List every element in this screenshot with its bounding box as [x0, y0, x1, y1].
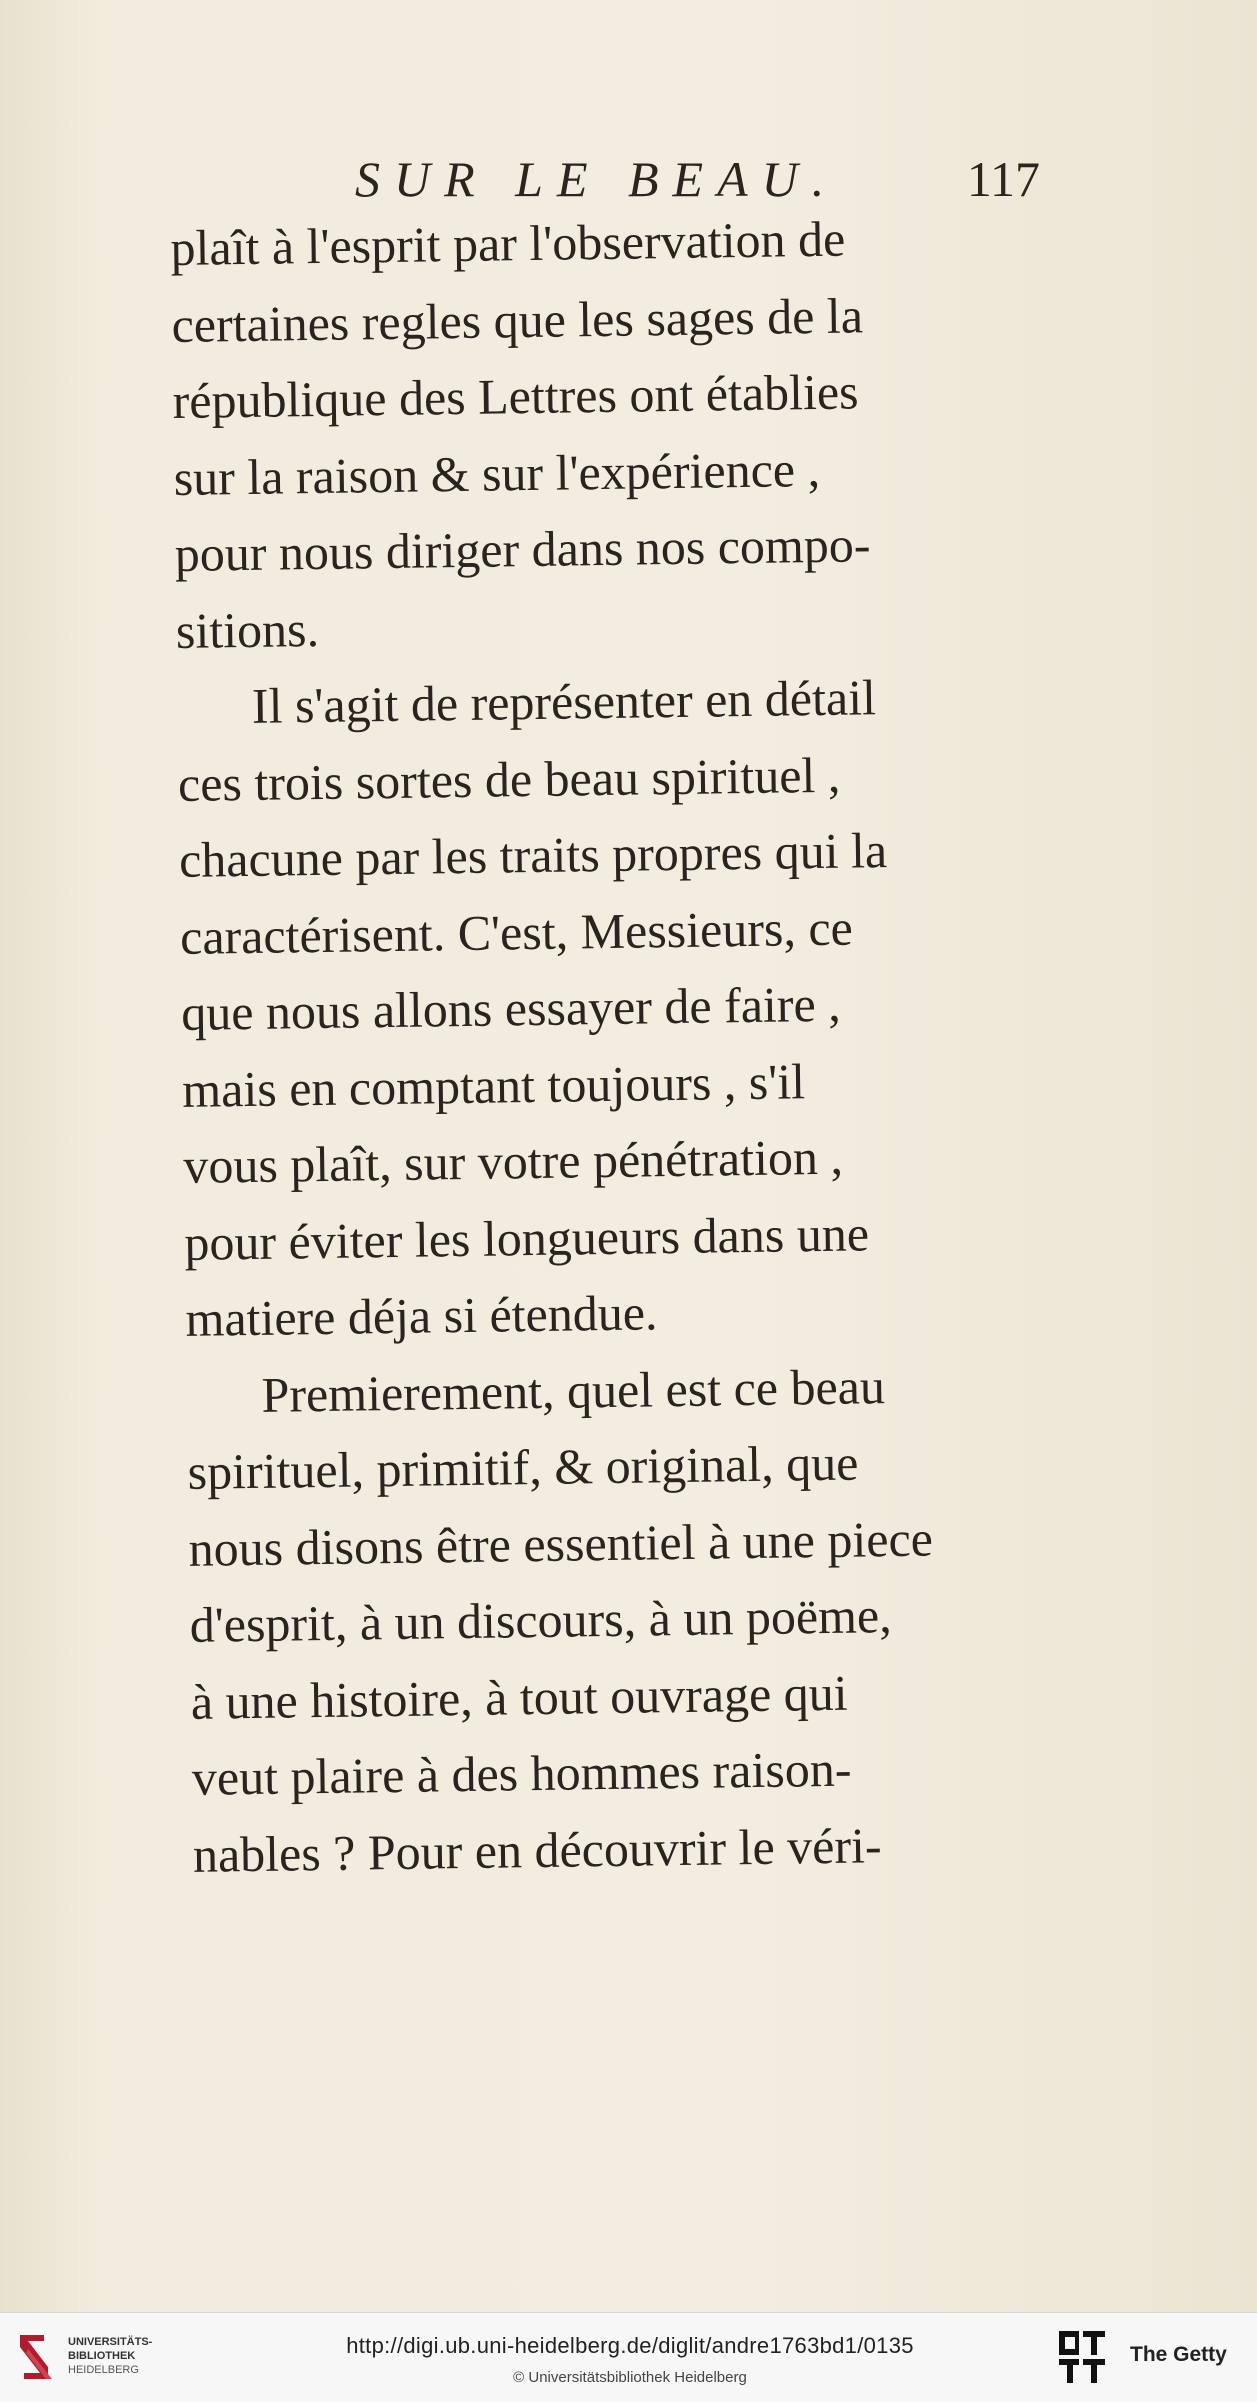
library-name-line2: BIBLIOTHEK [68, 2350, 136, 2362]
getty-logo-icon [1055, 2327, 1111, 2387]
viewer-footer [0, 2312, 1257, 2402]
library-city: HEIDELBERG [68, 2364, 139, 2376]
text-line: veut plaire à des hommes raison- [191, 1740, 852, 1806]
library-name [68, 2335, 152, 2377]
text-line: ces trois sortes de beau spirituel , [177, 746, 841, 812]
permalink-url[interactable]: http://digi.ub.uni-heidelberg.de/diglit/andre1763bd1/0135 [346, 2333, 914, 2358]
text-line: pour éviter les longueurs dans une [184, 1204, 870, 1271]
text-line: nous disons être essentiel à une piece [188, 1509, 934, 1577]
text-line: mais en comptant toujours , s'il [181, 1052, 806, 1118]
text-line: spirituel, primitif, & original, que [187, 1434, 859, 1500]
text-line: certaines regles que les sages de la [171, 286, 864, 353]
text-line: plaît à l'esprit par l'observation de [170, 210, 846, 276]
text-line: sitions. [175, 600, 320, 659]
text-line: nables ? Pour en découvrir le véri- [192, 1816, 882, 1883]
partner-name: The Getty [1130, 2343, 1227, 2366]
copyright-notice: © Universitätsbibliothek Heidelberg [513, 2369, 747, 2386]
body-text [170, 197, 1103, 1893]
text-line: pour nous diriger dans nos compo- [174, 516, 871, 582]
text-line: caractérisent. C'est, Messieurs, ce [179, 899, 854, 965]
text-line: à une histoire, à tout ouvrage qui [190, 1664, 848, 1730]
text-line: sur la raison & sur l'expérience , [173, 440, 821, 506]
library-name-line1: UNIVERSITÄTS- [68, 2336, 153, 2348]
paragraph-start-line: Premierement, quel est ce beau [261, 1357, 886, 1423]
paragraph-start-line: Il s'agit de représenter en détail [251, 669, 877, 734]
text-line: vous plaît, sur votre pénétration , [182, 1128, 844, 1194]
page-number: 117 [966, 151, 1040, 207]
text-line: d'esprit, à un discours, à un poëme, [189, 1587, 892, 1653]
text-line: matiere déja si étendue. [185, 1284, 658, 1347]
text-line: chacune par les traits propres qui la [178, 822, 888, 888]
running-title: SUR LE BEAU. [355, 151, 839, 207]
text-line: que nous allons essayer de faire , [180, 975, 842, 1041]
text-line: république des Lettres ont établies [172, 363, 859, 429]
ub-heidelberg-logo-icon [14, 2327, 58, 2387]
